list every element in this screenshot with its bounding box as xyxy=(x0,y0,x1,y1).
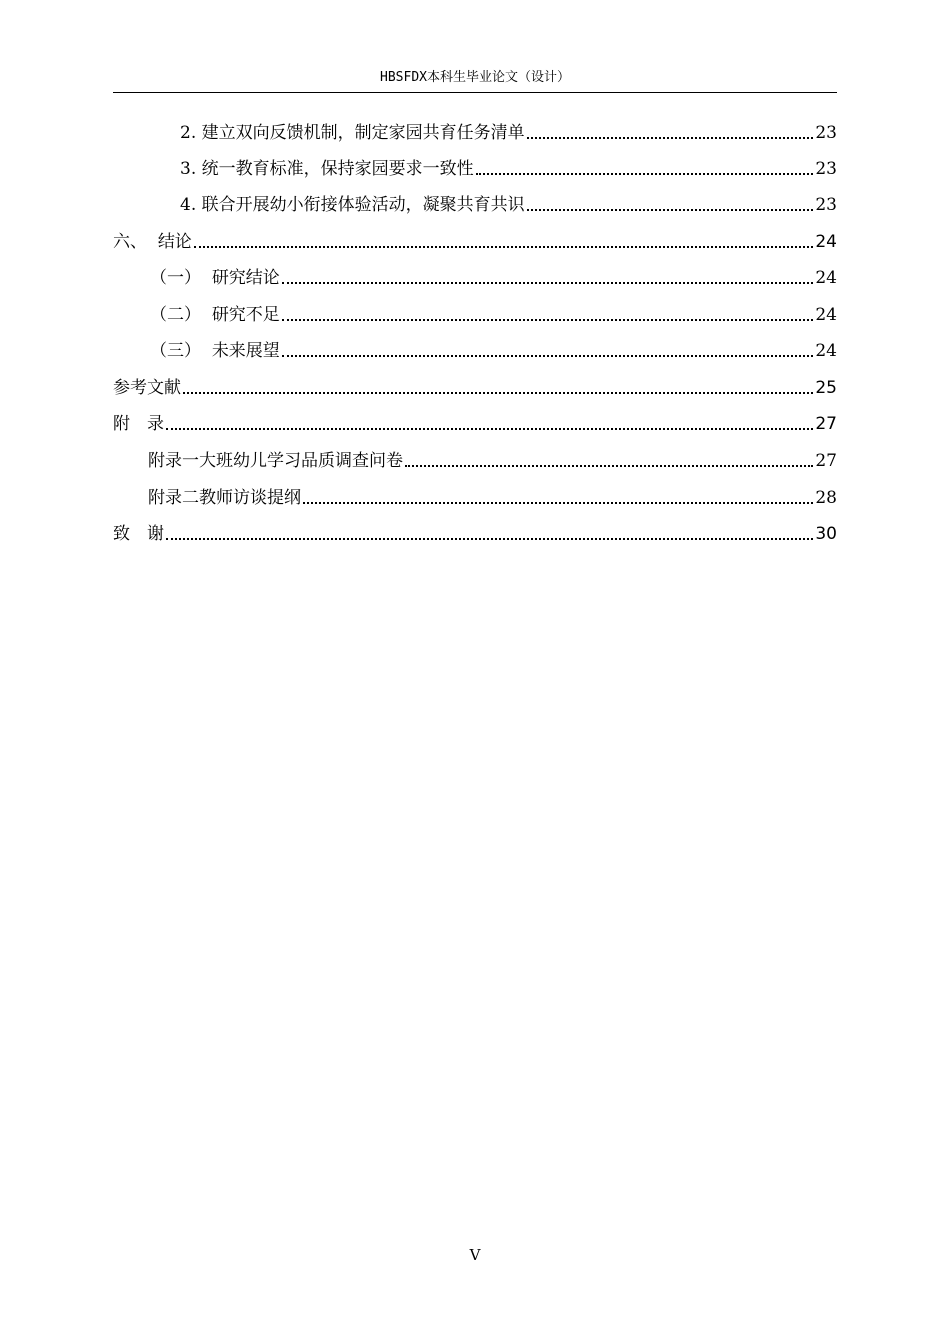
toc-leader-dots xyxy=(282,282,814,284)
toc-leader-dots xyxy=(303,502,813,504)
toc-entry-page: 23 xyxy=(815,195,837,215)
toc-entry-title: 研究不足 xyxy=(211,305,280,325)
toc-entry[interactable] xyxy=(148,436,837,472)
toc-entry[interactable] xyxy=(150,253,837,289)
toc-entry[interactable] xyxy=(180,144,837,180)
toc-entry[interactable] xyxy=(180,180,837,216)
header-rule xyxy=(113,92,837,93)
toc-entry-title: 研究结论 xyxy=(211,268,280,288)
toc-entry-number: （三） xyxy=(150,341,212,361)
toc-entry-page: 24 xyxy=(815,268,837,288)
toc-entry-title: 统一教育标准，保持家园要求一致性 xyxy=(201,159,474,179)
toc-entry-title: 附录一大班幼儿学习品质调查问卷 xyxy=(148,451,403,471)
toc-entry-page: 25 xyxy=(815,378,837,398)
toc-leader-dots xyxy=(166,538,813,540)
toc-entry-number: （一） xyxy=(150,268,212,288)
toc-entry-title: 结论 xyxy=(157,232,192,252)
toc-leader-dots xyxy=(282,319,814,321)
page-header: HBSFDX本科生毕业论文（设计） xyxy=(380,70,570,85)
toc-leader-dots xyxy=(405,465,813,467)
toc-entry[interactable] xyxy=(113,399,837,435)
toc-leader-dots xyxy=(527,137,814,139)
toc-entry-title: 参考文献 xyxy=(113,378,181,398)
toc-entry-page: 24 xyxy=(815,341,837,361)
toc-entry-page: 23 xyxy=(815,123,837,143)
toc-entry-number: 4. xyxy=(180,195,202,215)
toc-entry[interactable] xyxy=(180,108,837,144)
toc-entry[interactable] xyxy=(113,363,837,399)
toc-leader-dots xyxy=(282,355,814,357)
toc-leader-dots xyxy=(476,173,814,175)
page-number: V xyxy=(469,1246,481,1264)
toc-leader-dots xyxy=(183,392,813,394)
toc-entry-title: 未来展望 xyxy=(211,341,280,361)
toc-leader-dots xyxy=(194,246,814,248)
toc-entry[interactable] xyxy=(113,217,837,253)
toc-entry-page: 30 xyxy=(815,524,837,544)
toc-leader-dots xyxy=(166,428,813,430)
toc-entry-number: （二） xyxy=(150,305,212,325)
toc-entry-page: 24 xyxy=(815,305,837,325)
toc-entry[interactable] xyxy=(150,290,837,326)
toc-leader-dots xyxy=(527,209,814,211)
toc-entry-title: 附录二教师访谈提纲 xyxy=(148,488,301,508)
toc-entry[interactable] xyxy=(113,509,837,545)
toc-entry[interactable] xyxy=(148,473,837,509)
toc-entry[interactable] xyxy=(150,326,837,362)
toc-entry-number: 六、 xyxy=(113,232,158,252)
toc-entry-page: 27 xyxy=(815,414,837,434)
toc-entry-title: 附 录 xyxy=(113,414,164,434)
toc-entry-number: 3. xyxy=(180,159,202,179)
toc-entry-number: 2. xyxy=(180,123,202,143)
toc-entry-title: 联合开展幼小衔接体验活动，凝聚共育共识 xyxy=(201,195,525,215)
toc-entry-page: 28 xyxy=(815,488,837,508)
toc-entry-page: 27 xyxy=(815,451,837,471)
toc-entry-title: 建立双向反馈机制，制定家园共育任务清单 xyxy=(201,123,525,143)
toc-entry-title: 致 谢 xyxy=(113,524,164,544)
toc-entry-page: 24 xyxy=(815,232,837,252)
toc-entry-page: 23 xyxy=(815,159,837,179)
